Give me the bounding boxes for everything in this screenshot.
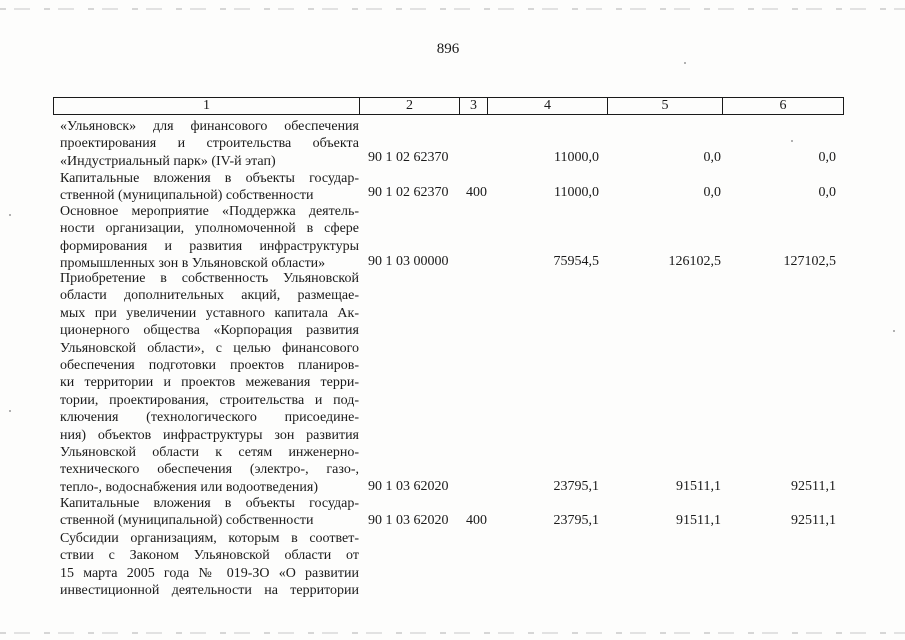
description-line: Основное мероприятие «Поддержка деятель-: [60, 204, 359, 219]
row-value-col5: 91511,1: [676, 479, 721, 494]
description-line: формирования и развития инфраструктуры: [60, 238, 359, 254]
header-col-1: 1: [53, 97, 360, 115]
page-number: 896: [436, 41, 460, 57]
description-line: ствии с Законом Ульяновской области от: [60, 548, 359, 564]
row-value-col4: 11000,0: [554, 185, 599, 200]
row-value-col6: 127102,5: [783, 254, 836, 269]
row-value-col5: 126102,5: [668, 254, 721, 269]
scan-speck: [893, 330, 895, 332]
row-value-col4: 11000,0: [554, 150, 599, 165]
description-line: 15 марта 2005 года № 019-ЗО «О развитии: [60, 565, 359, 581]
description-line: ключения (технологического присоедине-: [60, 410, 359, 426]
description-line: Капитальные вложения в объекты государ-: [60, 496, 359, 511]
row-value-col4: 23795,1: [553, 513, 599, 528]
description-line: Ульяновской области к сетям инженерно-: [60, 444, 359, 460]
row-value-col4: 23795,1: [553, 479, 599, 494]
header-col-3: 3: [460, 97, 488, 115]
row-expense-type: 400: [466, 513, 487, 528]
description-line: области дополнительных акций, размещае-: [60, 288, 359, 304]
row-value-col4: 75954,5: [553, 254, 599, 269]
row-description: [60, 203, 359, 273]
description-line: Субсидии организациям, которым в соответ-: [60, 531, 359, 546]
description-line: ки территории и проектов межевания терри-: [60, 375, 359, 391]
row-code: 90 1 02 62370: [368, 185, 449, 200]
description-line: «Индустриальный парк» (IV-й этап): [60, 153, 276, 169]
scan-speck: [791, 140, 793, 142]
row-description: [60, 530, 359, 600]
header-col-4: 4: [488, 97, 608, 115]
description-line: мых при увеличении уставного капитала Ак-: [60, 305, 359, 321]
description-line: тории, проектирования, строительства и под-: [60, 392, 359, 408]
description-line: ности организации, уполномоченной в сфере: [60, 221, 359, 237]
row-code: 90 1 03 00000: [368, 254, 449, 269]
description-line: инвестиционной деятельности на территории: [60, 583, 359, 599]
description-line: Ульяновской области», с целью финансового: [60, 340, 359, 356]
description-line: тепло-, водоснабжения или водоотведения): [60, 479, 318, 495]
header-col-6: 6: [723, 97, 844, 115]
description-line: промышленных зон в Ульяновской области»: [60, 256, 326, 272]
row-description: [60, 270, 359, 496]
row-code: 90 1 02 62370: [368, 150, 449, 165]
row-description: [60, 118, 359, 170]
scan-edge-bottom: [0, 632, 905, 634]
scan-speck: [9, 410, 11, 412]
row-value-col6: 0,0: [818, 150, 836, 165]
row-value-col6: 92511,1: [791, 479, 836, 494]
header-col-5: 5: [608, 97, 723, 115]
description-line: ственной (муниципальной) собственности: [60, 513, 314, 529]
description-line: ственной (муниципальной) собственности: [60, 188, 314, 204]
header-col-2: 2: [360, 97, 460, 115]
description-line: ционерного общества «Корпорация развития: [60, 323, 359, 339]
description-line: ния) объектов инфраструктуры зон развития: [60, 427, 359, 443]
row-code: 90 1 03 62020: [368, 479, 449, 494]
row-expense-type: 400: [466, 185, 487, 200]
description-line: проектирования и строительства объекта: [60, 136, 359, 152]
row-value-col5: 0,0: [703, 185, 721, 200]
row-value-col6: 92511,1: [791, 513, 836, 528]
row-code: 90 1 03 62020: [368, 513, 449, 528]
description-line: Капитальные вложения в объекты государ-: [60, 171, 359, 186]
scan-speck: [9, 214, 11, 216]
row-value-col5: 91511,1: [676, 513, 721, 528]
scan-edge-top: [0, 8, 905, 10]
row-value-col5: 0,0: [703, 150, 721, 165]
description-line: технического обеспечения (электро-, газо-,: [60, 462, 359, 478]
description-line: обеспечения подготовки проектов планиров-: [60, 357, 359, 373]
row-value-col6: 0,0: [818, 185, 836, 200]
row-description: [60, 170, 359, 205]
scan-speck: [684, 62, 686, 64]
description-line: «Ульяновск» для финансового обеспечения: [60, 119, 359, 134]
row-description: [60, 495, 359, 530]
description-line: Приобретение в собственность Ульяновской: [60, 271, 359, 286]
